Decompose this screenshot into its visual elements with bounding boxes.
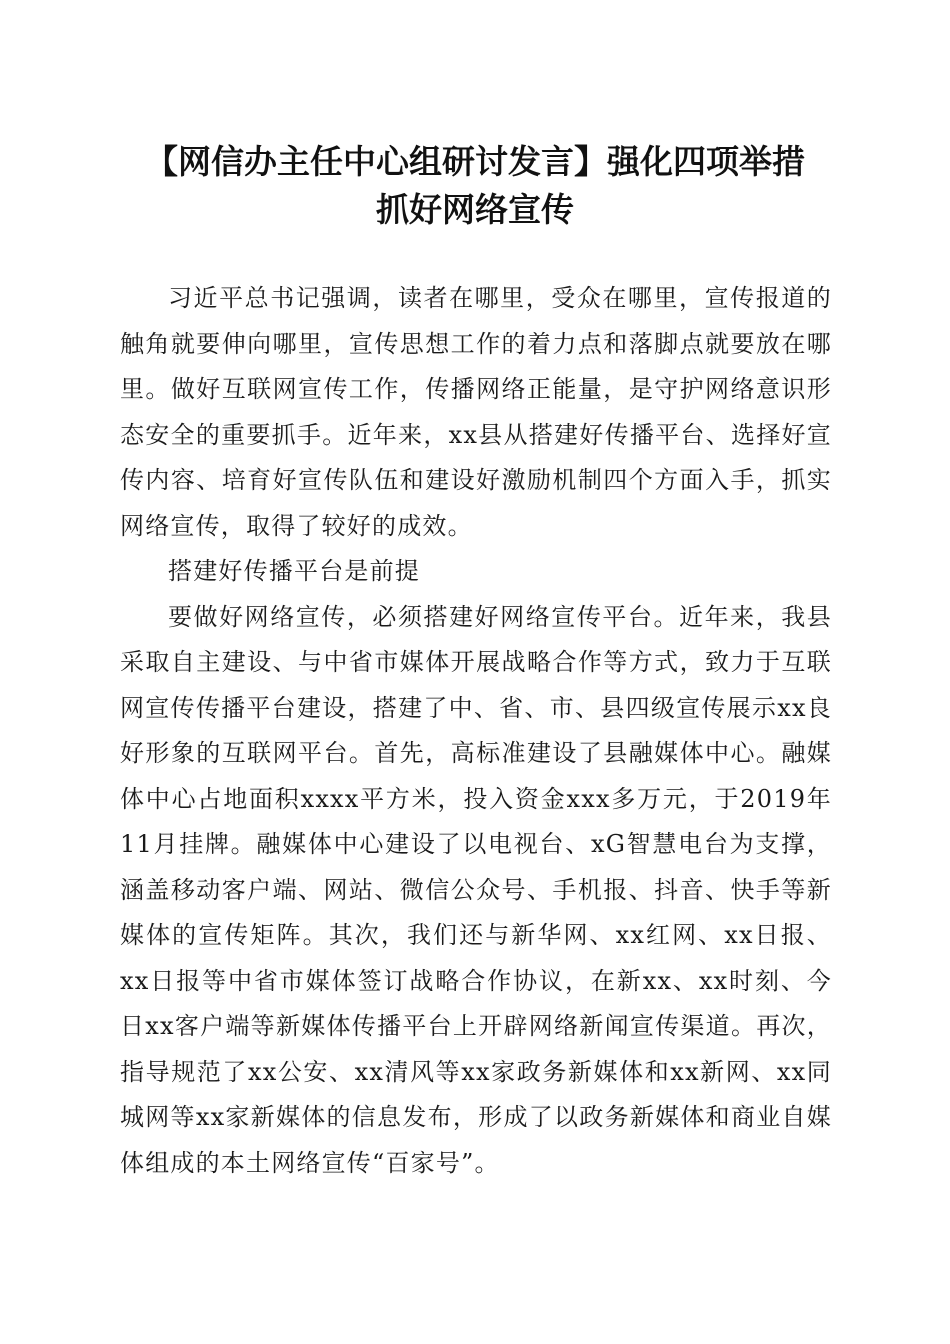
title-line-2: 抓好网络宣传 [376,190,574,229]
document-title [110,138,840,234]
paragraph-intro: 习近平总书记强调，读者在哪里，受众在哪里，宣传报道的触角就要伸向哪里，宣传思想工作的着力点和落脚点就要放在哪里。做好互联网宣传工作，传播网络正能量，是守护网络意识形态安全的重要抓手。近年来，xx县从搭建好传播平台、选择好宣传内容、培育好宣传队伍和建设好激励机制四个方面入手，抓实网络宣传，取得了较好的成效。 [120,284,832,540]
section-heading: 搭建好传播平台是前提 [168,557,420,585]
document-body [120,276,832,1186]
title-line-1: 【网信办主任中心组研讨发言】强化四项举措 [145,142,805,181]
paragraph-platform: 要做好网络宣传，必须搭建好网络宣传平台。近年来，我县采取自主建设、与中省市媒体开展战略合作等方式，致力于互联网宣传传播平台建设，搭建了中、省、市、县四级宣传展示xx良好形象的互联网平台。首先，高标准建设了县融媒体中心。融媒体中心占地面积xxxx平方米，投入资金xxx多万元，于2019年11月挂牌。融媒体中心建设了以电视台、xG智慧电台为支撑，涵盖移动客户端、网站、微信公众号、手机报、抖音、快手等新媒体的宣传矩阵。其次，我们还与新华网、xx红网、xx日报、xx日报等中省市媒体签订战略合作协议，在新xx、xx时刻、今日xx客户端等新媒体传播平台上开辟网络新闻宣传渠道。再次，指导规范了xx公安、xx清风等xx家政务新媒体和xx新网、xx同城网等xx家新媒体的信息发布，形成了以政务新媒体和商业自媒体组成的本土网络宣传“百家号”。 [120,602,832,1177]
